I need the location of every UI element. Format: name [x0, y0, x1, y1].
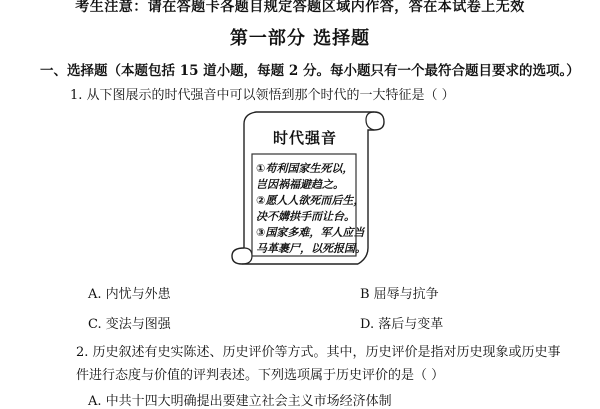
part-title: 第一部分 选择题 — [229, 28, 371, 49]
scroll-line-3: ②愿人人欲死而后生， — [256, 194, 365, 207]
scroll-line-4: 决不媾拱手而让台。 — [256, 210, 355, 223]
scroll-line-5: ③国家多难，军人应当 — [256, 226, 365, 239]
question-1-stem: 1. 从下图展示的时代强音中可以领悟到那个时代的一大特征是（ ） — [70, 88, 455, 103]
option-b: B 屈辱与抗争 — [360, 287, 439, 302]
option-d: D. 落后与变革 — [360, 317, 444, 332]
scroll-line-1: ①苟利国家生死以， — [256, 162, 354, 175]
exam-notice: 考生注意：请在答题卡各题目规定答题区域内作答，答在本试卷上无效 — [75, 0, 525, 15]
option-a: A. 内忧与外患 — [88, 287, 171, 302]
section-instruction: 一、选择题（本题包括 15 道小题，每题 2 分。每小题只有一个最符合题目要求的选项。） — [40, 63, 580, 79]
scroll-title: 时代强音 — [273, 129, 338, 147]
option-c: C. 变法与图强 — [88, 317, 171, 332]
scroll-line-2: 岂因祸福避趋之。 — [256, 178, 344, 191]
question-2-option-a-partial: A. 中共十四大明确提出要建立社会主义市场经济体制 — [88, 394, 392, 409]
question-2-stem-line-2: 件进行态度与价值的评判表述。下列选项属于历史评价的是（ ） — [76, 368, 445, 383]
scroll-line-6: 马革裹尸，以死报国。 — [256, 242, 366, 255]
scroll-illustration — [218, 98, 388, 270]
question-2-stem-line-1: 2. 历史叙述有史实陈述、历史评价等方式。其中，历史评价是指对历史现象或历史事 — [76, 345, 561, 360]
